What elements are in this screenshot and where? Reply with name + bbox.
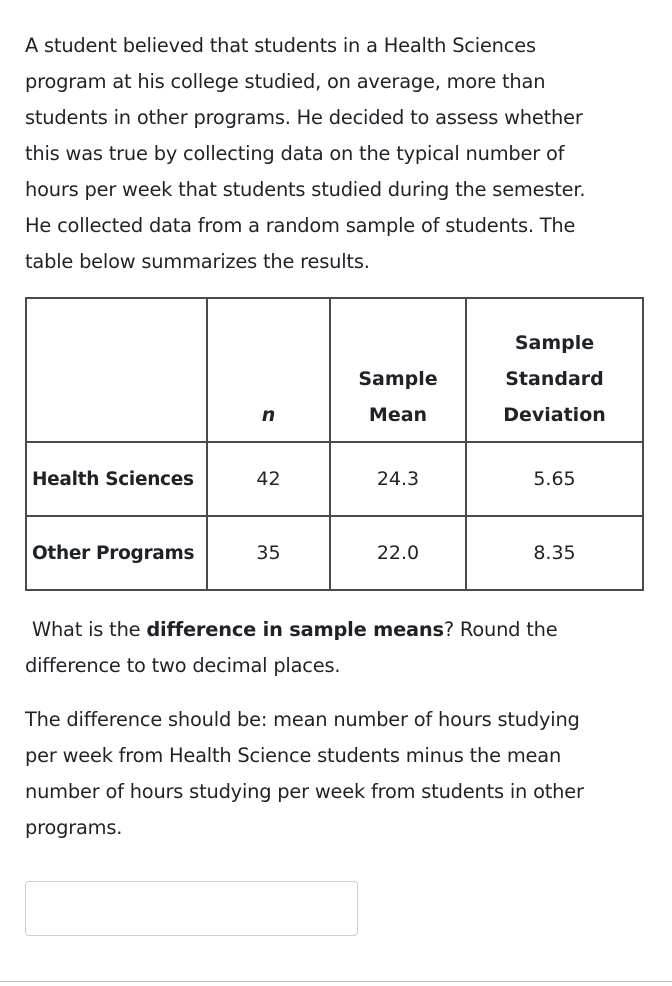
- intro-line: A student believed that students in a Health Sciences: [25, 34, 536, 57]
- cell-mean: 22.0: [330, 516, 466, 590]
- header-text: Deviation: [503, 404, 606, 426]
- table-row: [26, 516, 643, 590]
- header-text: Standard: [505, 368, 604, 390]
- summary-table: [25, 297, 644, 591]
- intro-line: He collected data from a random sample of students. The: [25, 214, 576, 237]
- intro-paragraph: [25, 28, 650, 280]
- table-header-row: [26, 298, 643, 442]
- instruction-paragraph: [25, 702, 655, 846]
- cell-sd: 8.35: [466, 516, 643, 590]
- header-text: Mean: [368, 404, 428, 426]
- intro-line: students in other programs. He decided to assess whether: [25, 106, 583, 129]
- question-line: [25, 612, 650, 648]
- cell-mean: 24.3: [330, 442, 466, 516]
- intro-line: program at his college studied, on average, more than: [25, 70, 546, 93]
- header-blank-cell: [26, 298, 207, 442]
- header-n: n: [207, 298, 330, 442]
- question-suffix: ? Round the: [443, 618, 558, 641]
- intro-line: hours per week that students studied during the semester.: [25, 178, 586, 201]
- question-line: difference to two decimal places.: [25, 654, 341, 677]
- table-row: [26, 442, 643, 516]
- bottom-divider: [0, 981, 672, 982]
- cell-n: 42: [207, 442, 330, 516]
- row-label: Health Sciences: [26, 442, 207, 516]
- row-label: Other Programs: [26, 516, 207, 590]
- intro-line: table below summarizes the results.: [25, 250, 370, 273]
- instruction-line: number of hours studying per week from students in other: [25, 780, 584, 803]
- header-sample-mean: [330, 298, 466, 442]
- header-text: Sample: [514, 332, 595, 354]
- instruction-line: programs.: [25, 816, 123, 839]
- answer-input[interactable]: [25, 881, 358, 936]
- cell-n: 35: [207, 516, 330, 590]
- question-text: [25, 612, 650, 684]
- question-prefix: What is the: [32, 618, 147, 641]
- instruction-line: per week from Health Science students minus the mean: [25, 744, 562, 767]
- header-sample-sd: [466, 298, 643, 442]
- question-emphasis: difference in sample means: [146, 618, 444, 641]
- instruction-line: The difference should be: mean number of hours studying: [25, 708, 580, 731]
- header-text: Sample: [358, 368, 438, 390]
- cell-sd: 5.65: [466, 442, 643, 516]
- intro-line: this was true by collecting data on the typical number of: [25, 142, 565, 165]
